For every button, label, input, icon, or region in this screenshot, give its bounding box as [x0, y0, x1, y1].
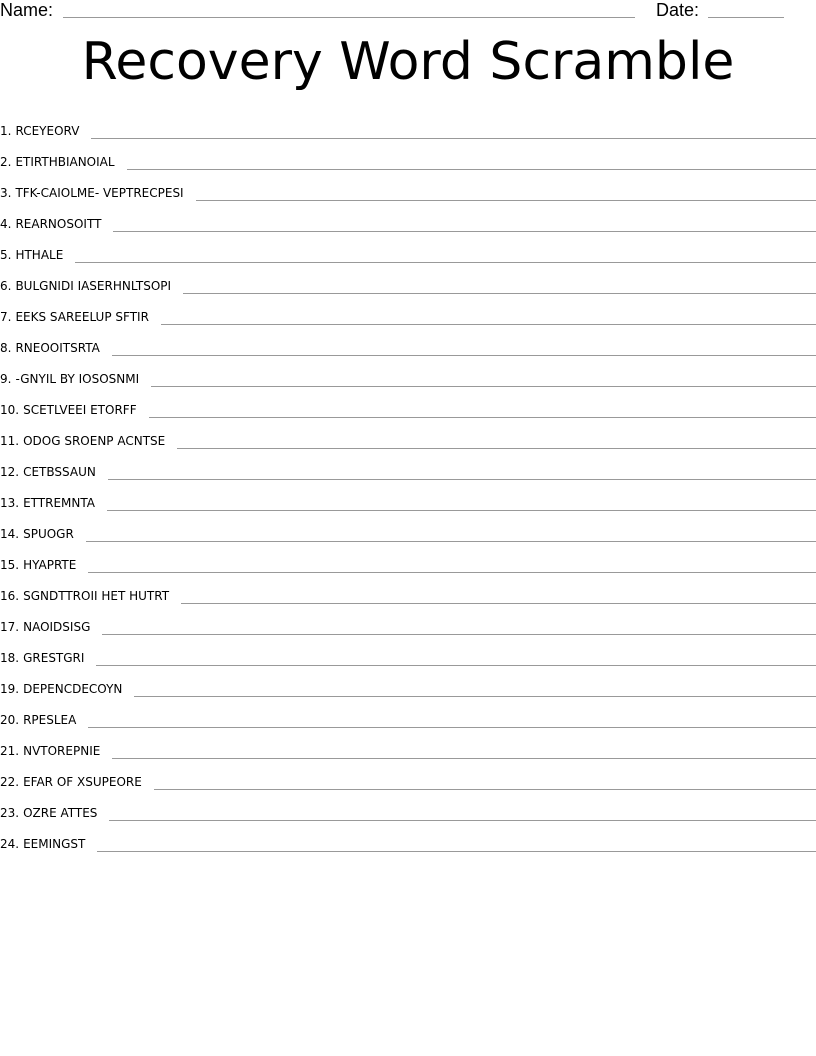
list-item [0, 824, 816, 855]
item-number: 4. [0, 217, 12, 231]
answer-line[interactable] [149, 417, 816, 418]
item-number: 24. [0, 837, 20, 851]
word-list [0, 111, 816, 855]
answer-line[interactable] [154, 789, 816, 790]
answer-line[interactable] [181, 603, 816, 604]
scrambled-word: OZRE ATTES [23, 806, 98, 820]
list-item [0, 297, 816, 328]
answer-line[interactable] [177, 448, 816, 449]
list-item [0, 359, 816, 390]
answer-line[interactable] [75, 262, 816, 263]
answer-line[interactable] [88, 727, 816, 728]
scrambled-word: NAOIDSISG [23, 620, 91, 634]
scrambled-word: EEKS SAREELUP SFTIR [15, 310, 149, 324]
answer-line[interactable] [108, 479, 816, 480]
scrambled-word: SPUOGR [23, 527, 74, 541]
answer-line[interactable] [112, 758, 816, 759]
list-item [0, 638, 816, 669]
scrambled-word: SGNDTTROII HET HUTRT [23, 589, 170, 603]
item-number: 17. [0, 620, 20, 634]
page-title: Recovery Word Scramble [81, 32, 735, 92]
answer-line[interactable] [88, 572, 816, 573]
item-number: 16. [0, 589, 20, 603]
item-number: 6. [0, 279, 12, 293]
scrambled-word: HYAPRTE [23, 558, 77, 572]
answer-line[interactable] [107, 510, 816, 511]
scrambled-word: GRESTGRI [23, 651, 85, 665]
list-item [0, 173, 816, 204]
item-number: 18. [0, 651, 20, 665]
item-number: 12. [0, 465, 20, 479]
scrambled-word: ETTREMNTA [23, 496, 95, 510]
answer-line[interactable] [196, 200, 816, 201]
answer-line[interactable] [112, 355, 816, 356]
list-item [0, 762, 816, 793]
date-label: Date: [656, 0, 700, 20]
header-row [0, 0, 816, 24]
list-item [0, 514, 816, 545]
answer-line[interactable] [109, 820, 816, 821]
list-item [0, 576, 816, 607]
list-item [0, 452, 816, 483]
scrambled-word: EFAR OF XSUPEORE [23, 775, 142, 789]
item-number: 9. [0, 372, 12, 386]
scrambled-word: CETBSSAUN [23, 465, 96, 479]
item-number: 11. [0, 434, 20, 448]
name-field[interactable] [63, 17, 635, 18]
list-item [0, 328, 816, 359]
scrambled-word: REARNOSOITT [15, 217, 102, 231]
answer-line[interactable] [96, 665, 816, 666]
list-item [0, 142, 816, 173]
list-item [0, 669, 816, 700]
scrambled-word: RNEOOITSRTA [15, 341, 100, 355]
answer-line[interactable] [97, 851, 816, 852]
item-number: 2. [0, 155, 12, 169]
list-item [0, 607, 816, 638]
list-item [0, 700, 816, 731]
scrambled-word: EEMINGST [23, 837, 86, 851]
item-number: 1. [0, 124, 12, 138]
item-number: 21. [0, 744, 20, 758]
list-item [0, 266, 816, 297]
scrambled-word: ODOG SROENP ACNTSE [23, 434, 166, 448]
scrambled-word: SCETLVEEI ETORFF [23, 403, 137, 417]
answer-line[interactable] [102, 634, 816, 635]
date-field[interactable] [708, 17, 784, 18]
scrambled-word: DEPENCDECOYN [23, 682, 123, 696]
item-number: 8. [0, 341, 12, 355]
list-item [0, 421, 816, 452]
answer-line[interactable] [161, 324, 816, 325]
list-item [0, 390, 816, 421]
answer-line[interactable] [134, 696, 816, 697]
list-item [0, 793, 816, 824]
item-number: 15. [0, 558, 20, 572]
answer-line[interactable] [113, 231, 816, 232]
answer-line[interactable] [127, 169, 816, 170]
item-number: 3. [0, 186, 12, 200]
list-item [0, 111, 816, 142]
item-number: 13. [0, 496, 20, 510]
list-item [0, 731, 816, 762]
item-number: 14. [0, 527, 20, 541]
scrambled-word: RPESLEA [23, 713, 77, 727]
item-number: 5. [0, 248, 12, 262]
list-item [0, 204, 816, 235]
answer-line[interactable] [151, 386, 816, 387]
list-item [0, 545, 816, 576]
list-item [0, 235, 816, 266]
scrambled-word: -GNYIL BY IOSOSNMI [15, 372, 140, 386]
answer-line[interactable] [91, 138, 816, 139]
item-number: 7. [0, 310, 12, 324]
scrambled-word: TFK-CAIOLME- VEPTRECPESI [15, 186, 184, 200]
name-label: Name: [0, 0, 54, 20]
scrambled-word: HTHALE [15, 248, 64, 262]
item-number: 19. [0, 682, 20, 696]
list-item [0, 483, 816, 514]
answer-line[interactable] [183, 293, 816, 294]
answer-line[interactable] [86, 541, 816, 542]
item-number: 20. [0, 713, 20, 727]
scrambled-word: RCEYEORV [15, 124, 80, 138]
scrambled-word: ETIRTHBIANOIAL [15, 155, 115, 169]
scrambled-word: NVTOREPNIE [23, 744, 101, 758]
scrambled-word: BULGNIDI IASERHNLTSOPI [15, 279, 172, 293]
item-number: 10. [0, 403, 20, 417]
item-number: 22. [0, 775, 20, 789]
item-number: 23. [0, 806, 20, 820]
